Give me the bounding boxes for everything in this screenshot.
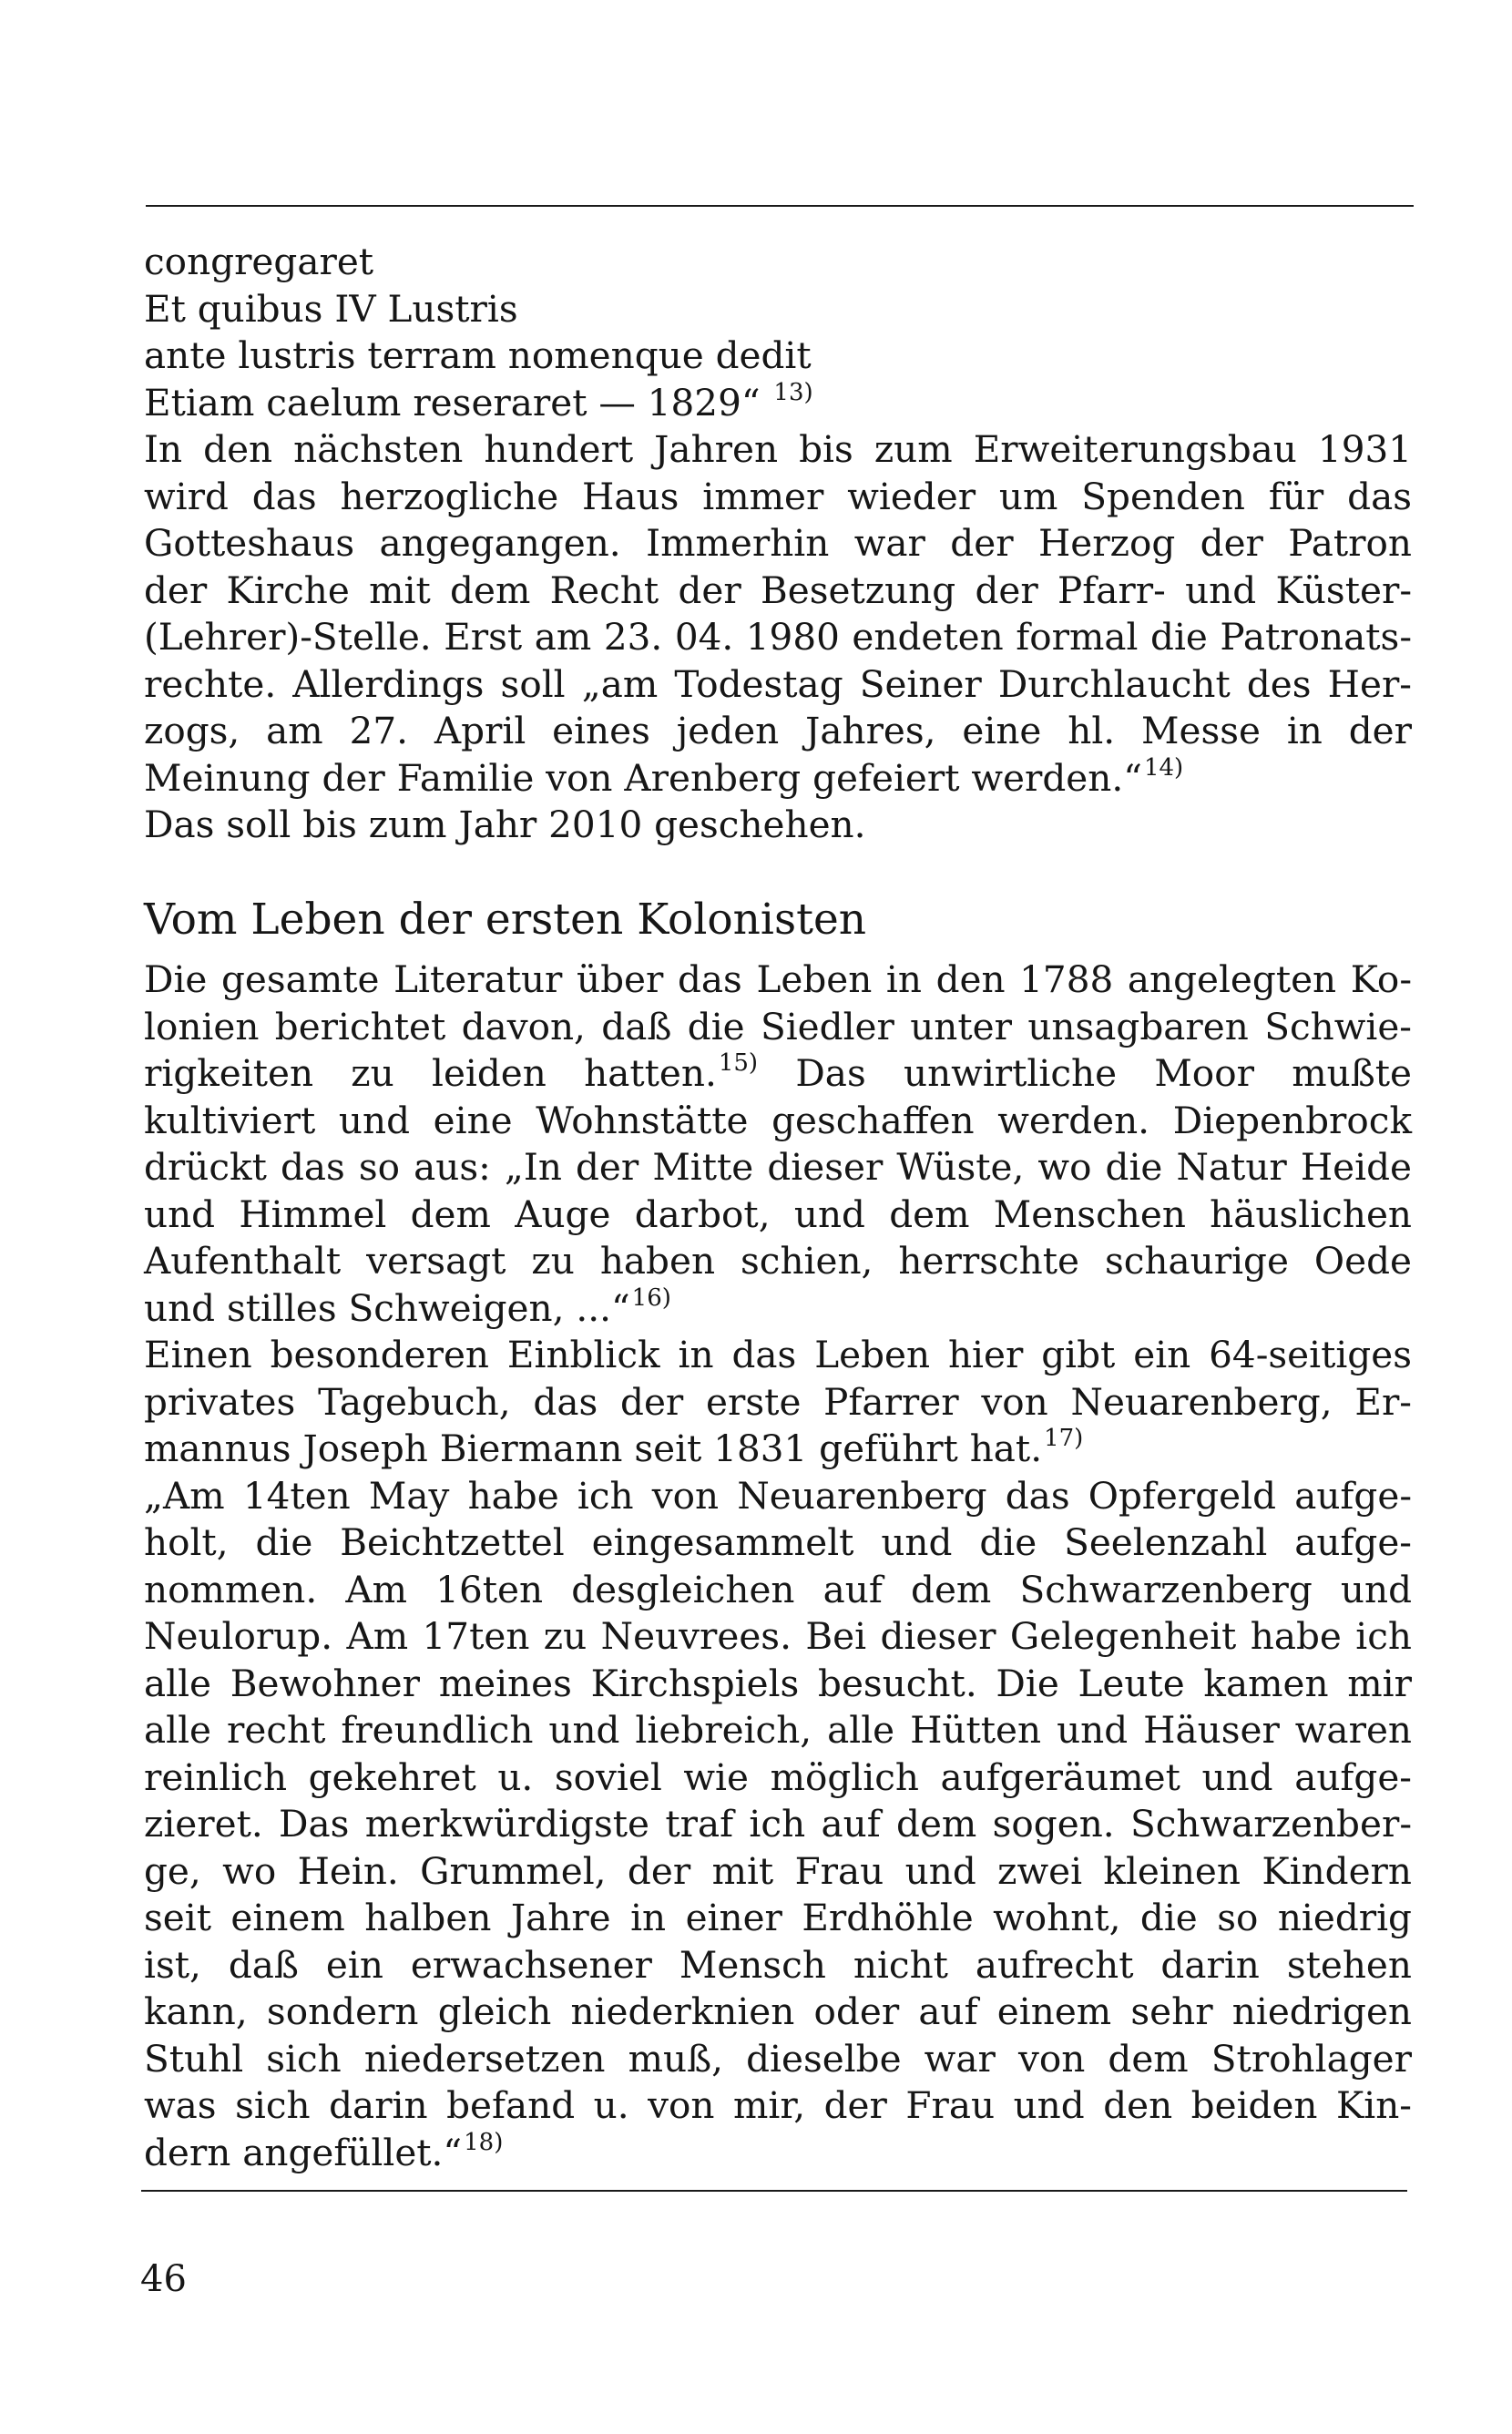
paragraph-patronage xyxy=(144,426,1412,849)
line-text: alle Bewohner meines Kirchspiels besucht. Die Leute kamen mir xyxy=(144,1661,1412,1705)
line-text: nommen. Am 16ten desgleichen auf dem Schwarzenberg und xyxy=(144,1567,1412,1611)
line-text: drückt das so aus: „In der Mitte dieser Wüste, wo die Natur Heide xyxy=(144,1145,1412,1189)
line-text: congregaret xyxy=(144,240,374,283)
line-text: und stilles Schweigen, ...“ xyxy=(144,1285,630,1330)
line-text: was sich darin befand u. von mir, der Frau und den beiden Kin- xyxy=(144,2083,1412,2127)
text-line xyxy=(144,568,1412,615)
text-line xyxy=(144,802,1412,849)
text-line xyxy=(144,1144,1412,1191)
text-line xyxy=(144,1754,1412,1802)
text-line xyxy=(144,1567,1412,1614)
line-text: wird das herzogliche Haus immer wieder um Spenden für das xyxy=(144,474,1412,518)
line-text: rechte. Allerdings soll „am Todestag Seiner Durchlaucht des Her- xyxy=(144,661,1412,706)
text-line xyxy=(144,1801,1412,1848)
text-line xyxy=(144,2082,1412,2130)
line-text: Neulorup. Am 17ten zu Neuvrees. Bei dieser Gelegenheit habe ich xyxy=(144,1614,1412,1658)
line-text: alle recht freundlich und liebreich, alle Hütten und Häuser waren xyxy=(144,1708,1412,1752)
text-line xyxy=(144,1989,1412,2036)
line-text: Meinung der Familie von Arenberg gefeiert werden.“ xyxy=(144,755,1142,800)
line-text: Das soll bis zum Jahr 2010 geschehen. xyxy=(144,803,866,846)
line-text: Etiam caelum reseraret — 1829“ xyxy=(144,380,772,424)
footnote-ref: 15) xyxy=(718,1049,759,1077)
text-line xyxy=(144,1004,1412,1051)
text-line xyxy=(144,1285,1412,1333)
text-line xyxy=(144,1848,1412,1896)
text-line xyxy=(144,2036,1412,2083)
upper-text-block xyxy=(144,239,1412,849)
line-text: seit einem halben Jahre in einer Erdhöhle wohnt, die so niedrig xyxy=(144,1896,1412,1939)
text-line xyxy=(144,1426,1412,1473)
footnote-ref: 14) xyxy=(1143,753,1184,782)
text-line xyxy=(144,1895,1412,1942)
footnote-ref: 16) xyxy=(631,1283,671,1312)
lower-text-block xyxy=(144,956,1412,2176)
text-line xyxy=(144,1191,1412,1239)
line-text: „Am 14ten May habe ich von Neuarenberg das Opfergeld aufge- xyxy=(144,1473,1412,1518)
text-line xyxy=(144,474,1412,521)
line-text: Gotteshaus angegangen. Immerhin war der Herzog der Patron xyxy=(144,521,1412,565)
text-line xyxy=(144,1707,1412,1754)
line-text: Stuhl sich niedersetzen muß, dieselbe war von dem Strohlager xyxy=(144,2036,1412,2081)
bottom-rule xyxy=(141,2190,1407,2192)
line-text: reinlich gekehret u. soviel wie möglich aufgeräumet und aufge- xyxy=(144,1754,1412,1799)
text-line xyxy=(144,2130,1412,2177)
text-line xyxy=(144,1332,1412,1379)
text-line xyxy=(144,1379,1412,1427)
text-line xyxy=(144,708,1412,755)
text-line xyxy=(144,755,1412,803)
line-text: zogs, am 27. April eines jeden Jahres, eine hl. Messe in der xyxy=(144,709,1412,752)
line-text-continued: Das unwirtliche Moor mußte xyxy=(758,1051,1412,1095)
line-text: holt, die Beichtzettel eingesammelt und die Seelenzahl aufge- xyxy=(144,1520,1412,1564)
line-text: dern angefüllet.“ xyxy=(144,2130,463,2174)
text-line xyxy=(144,1098,1412,1145)
diary-quote xyxy=(144,1473,1412,2177)
text-line xyxy=(144,426,1412,474)
text-line xyxy=(144,956,1412,1004)
line-text: zieret. Das merkwürdigste traf ich auf dem sogen. Schwarzenber- xyxy=(144,1802,1412,1846)
text-line xyxy=(144,1942,1412,1989)
paragraph-diary-intro xyxy=(144,1332,1412,1473)
line-text: und Himmel dem Auge darbot, und dem Menschen häuslichen xyxy=(144,1191,1412,1236)
paragraph-colonists xyxy=(144,956,1412,1332)
line-text: Et quibus IV Lustris xyxy=(144,286,518,331)
page-number: 46 xyxy=(140,2258,187,2300)
line-text: ante lustris terram nomenque dedit xyxy=(144,333,812,377)
verse xyxy=(144,239,1412,426)
text-line xyxy=(144,520,1412,568)
line-text: Aufenthalt versagt zu haben schien, herrschte schaurige Oede xyxy=(144,1239,1412,1283)
text-line xyxy=(144,332,1412,380)
footnote-ref: 17) xyxy=(1044,1425,1084,1452)
line-text: Die gesamte Literatur über das Leben in den 1788 angelegten Ko- xyxy=(144,957,1412,1001)
text-line xyxy=(144,661,1412,709)
text-line xyxy=(144,1519,1412,1567)
text-line xyxy=(144,1050,1412,1098)
text-line xyxy=(144,1238,1412,1285)
text-line xyxy=(144,380,1412,427)
text-line xyxy=(144,1613,1412,1661)
top-rule xyxy=(146,205,1414,207)
line-text: rigkeiten zu leiden hatten. xyxy=(144,1051,717,1095)
section-heading: Vom Leben der ersten Kolonisten xyxy=(144,895,867,945)
line-text: ge, wo Hein. Grummel, der mit Frau und zwei kleinen Kindern xyxy=(144,1848,1412,1893)
line-text: In den nächsten hundert Jahren bis zum Erweiterungsbau 1931 xyxy=(144,427,1412,471)
footnote-ref: 13) xyxy=(773,378,813,406)
text-line xyxy=(144,239,1412,286)
line-text: kann, sondern gleich niederknien oder auf einem sehr niedrigen xyxy=(144,1989,1412,2033)
line-text: (Lehrer)-Stelle. Erst am 23. 04. 1980 endeten formal die Patronats- xyxy=(144,615,1412,659)
text-line xyxy=(144,1473,1412,1520)
line-text: privates Tagebuch, das der erste Pfarrer von Neuarenberg, Er- xyxy=(144,1379,1412,1424)
footnote-ref: 18) xyxy=(464,2128,504,2156)
line-text: Einen besonderen Einblick in das Leben hier gibt ein 64-seitiges xyxy=(144,1333,1412,1376)
line-text: kultiviert und eine Wohnstätte geschaffen werden. Diepenbrock xyxy=(144,1098,1412,1142)
text-line xyxy=(144,1661,1412,1708)
line-text: lonien berichtet davon, daß die Siedler unter unsagbaren Schwie- xyxy=(144,1004,1412,1048)
line-text: ist, daß ein erwachsener Mensch nicht aufrecht darin stehen xyxy=(144,1942,1412,1987)
line-text: der Kirche mit dem Recht der Besetzung der Pfarr- und Küster- xyxy=(144,568,1412,612)
line-text: mannus Joseph Biermann seit 1831 geführt hat. xyxy=(144,1427,1043,1470)
text-line xyxy=(144,286,1412,333)
text-line xyxy=(144,614,1412,661)
